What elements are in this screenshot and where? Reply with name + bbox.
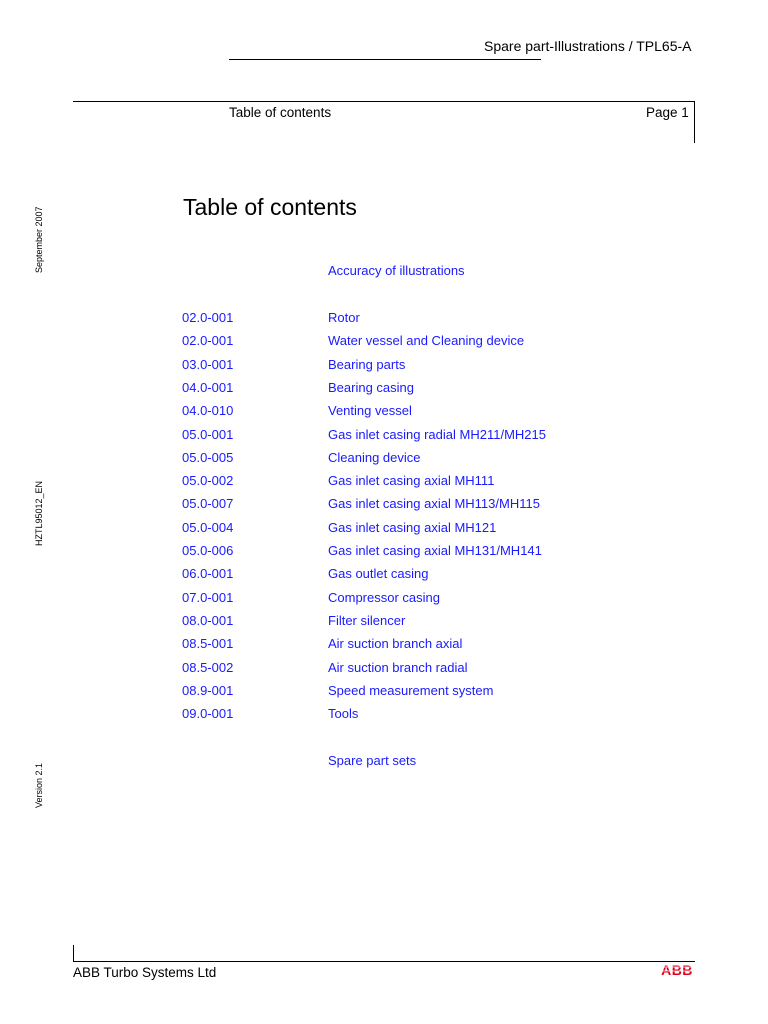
toc-entry-code[interactable]: 08.0-001 — [182, 613, 234, 628]
toc-entry-code[interactable]: 09.0-001 — [182, 706, 234, 721]
toc-entry-code[interactable]: 04.0-001 — [182, 380, 234, 395]
document-title: Spare part-Illustrations / TPL65-A — [484, 38, 692, 54]
page-title: Table of contents — [183, 194, 357, 220]
toc-entry-code[interactable]: 03.0-001 — [182, 357, 234, 372]
toc-entry-title[interactable]: Gas outlet casing — [328, 566, 429, 581]
footer-rule — [73, 961, 695, 962]
toc-entry-title[interactable]: Gas inlet casing axial MH131/MH141 — [328, 543, 542, 558]
toc-entry-title[interactable]: Bearing parts — [328, 357, 406, 372]
abb-logo — [660, 963, 694, 977]
toc-entry-title[interactable]: Rotor — [328, 310, 360, 325]
toc-entry-code[interactable]: 06.0-001 — [182, 566, 234, 581]
toc-entry-title[interactable]: Venting vessel — [328, 403, 412, 418]
toc-entry-title[interactable]: Tools — [328, 706, 359, 721]
toc-link-accuracy[interactable]: Accuracy of illustrations — [328, 263, 465, 278]
toc-entry-title[interactable]: Gas inlet casing radial MH211/MH215 — [328, 427, 546, 442]
toc-link-spare-part-sets[interactable]: Spare part sets — [328, 753, 417, 768]
toc-entry-title[interactable]: Air suction branch axial — [328, 636, 463, 651]
margin-doc-id: HZTL95012_EN — [34, 480, 44, 546]
toc-entry-title[interactable]: Gas inlet casing axial MH121 — [328, 520, 497, 535]
toc-entry-title[interactable]: Air suction branch radial — [328, 660, 468, 675]
toc-entry-code[interactable]: 04.0-010 — [182, 403, 234, 418]
toc-entry-code[interactable]: 05.0-002 — [182, 473, 234, 488]
toc-entry-code[interactable]: 02.0-001 — [182, 310, 234, 325]
toc-entry-title[interactable]: Bearing casing — [328, 380, 414, 395]
toc-entry-code[interactable]: 08.9-001 — [182, 683, 234, 698]
footer-company: ABB Turbo Systems Ltd — [73, 965, 217, 980]
toc-entry-code[interactable]: 07.0-001 — [182, 590, 234, 605]
toc-entry-code[interactable]: 05.0-004 — [182, 520, 234, 535]
margin-date: September 2007 — [34, 206, 44, 273]
margin-version: Version 2.1 — [34, 762, 44, 808]
toc-entry-code[interactable]: 05.0-001 — [182, 427, 234, 442]
page-number: Page 1 — [646, 105, 689, 120]
toc-entry-title[interactable]: Filter silencer — [328, 613, 406, 628]
footer-rule-left — [73, 945, 74, 962]
header-rule — [73, 101, 695, 102]
section-label: Table of contents — [229, 105, 332, 120]
toc-entry-code[interactable]: 05.0-006 — [182, 543, 234, 558]
toc-entry-code[interactable]: 05.0-007 — [182, 496, 234, 511]
toc-entry-code[interactable]: 08.5-002 — [182, 660, 234, 675]
toc-entry-code[interactable]: 08.5-001 — [182, 636, 234, 651]
toc-entry-title[interactable]: Speed measurement system — [328, 683, 494, 698]
toc-entry-title[interactable]: Gas inlet casing axial MH113/MH115 — [328, 496, 540, 511]
toc-entry-title[interactable]: Water vessel and Cleaning device — [328, 333, 525, 348]
toc-entry-code[interactable]: 02.0-001 — [182, 333, 234, 348]
toc-entry-code[interactable]: 05.0-005 — [182, 450, 234, 465]
abb-logo-text: ABB — [661, 963, 693, 977]
toc-entry-title[interactable]: Compressor casing — [328, 590, 440, 605]
toc-entry-title[interactable]: Cleaning device — [328, 450, 421, 465]
toc-entry-title[interactable]: Gas inlet casing axial MH111 — [328, 473, 495, 488]
header-rule-right — [694, 101, 695, 143]
header-rule-top — [229, 59, 541, 60]
